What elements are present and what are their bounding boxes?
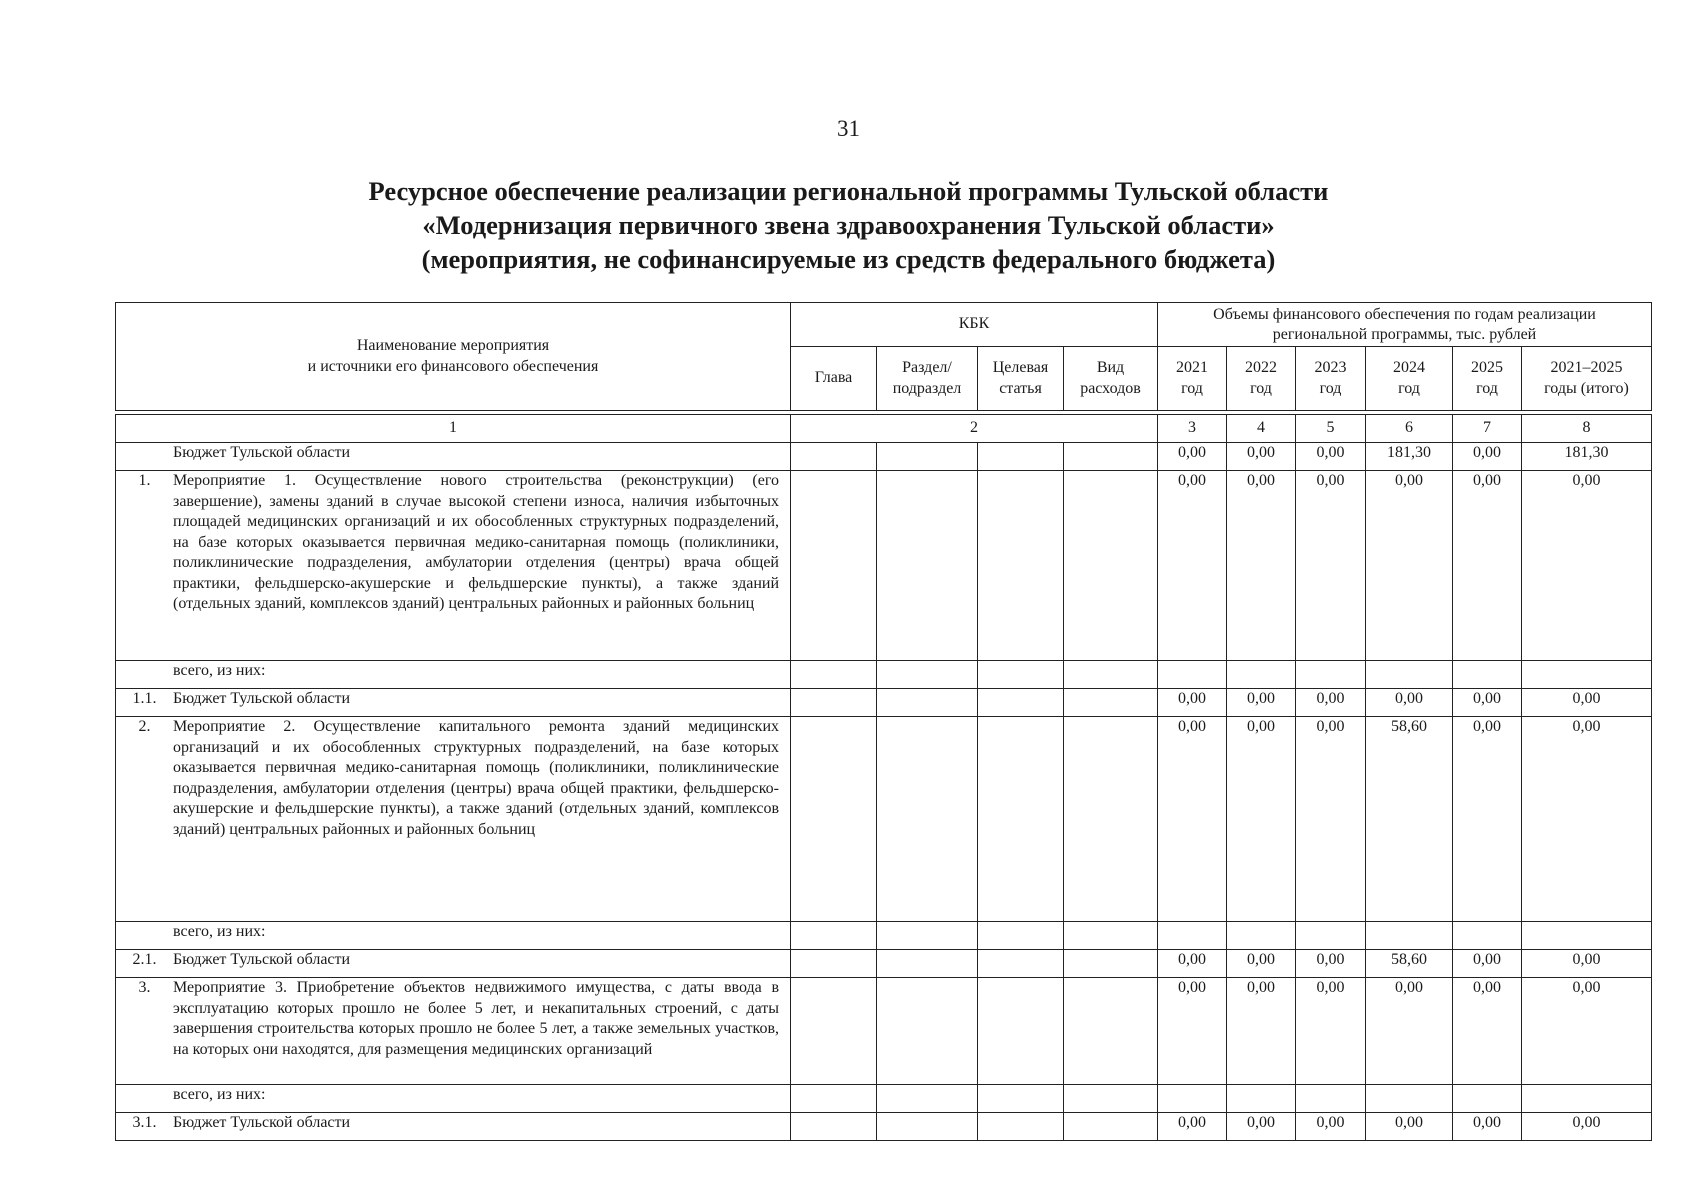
kbk-vid-cell: [1064, 689, 1158, 717]
kbk-vid-cell: [1064, 950, 1158, 978]
kbk-razdel-cell: [877, 443, 978, 471]
value-v2024-cell: 58,60: [1366, 950, 1453, 978]
row-number: 3.1.: [132, 1114, 157, 1131]
row-name: Бюджет Тульской области: [173, 444, 351, 461]
colnum-1: 1: [116, 415, 791, 443]
colnum-7: 7: [1453, 415, 1522, 443]
title-line-1: Ресурсное обеспечение реализации региональной программы Тульской области: [368, 176, 1329, 206]
header-2022: [1227, 347, 1296, 411]
table-row: [116, 1113, 1652, 1141]
header-razdel: [877, 347, 978, 411]
value-v2024-cell: 0,00: [1366, 471, 1453, 661]
row-number: 1.: [138, 472, 151, 489]
name-cell: [116, 717, 791, 922]
value-total-cell: 0,00: [1522, 471, 1652, 661]
value-v2025-cell: 0,00: [1453, 950, 1522, 978]
colnum-3: 3: [1158, 415, 1227, 443]
kbk-vid-cell: [1064, 922, 1158, 950]
kbk-razdel-cell: [877, 978, 978, 1085]
table-row: [116, 689, 1652, 717]
table-body: [115, 414, 1652, 1141]
name-cell: [116, 950, 791, 978]
value-v2022-cell: 0,00: [1227, 717, 1296, 922]
kbk-vid-cell: [1064, 443, 1158, 471]
header-celevaya-l1: Целевая: [992, 359, 1049, 376]
value-v2022-cell: [1227, 661, 1296, 689]
header-2021-l2: год: [1181, 379, 1203, 397]
kbk-glava-cell: [791, 689, 877, 717]
value-v2025-cell: 0,00: [1453, 471, 1522, 661]
value-v2023-cell: 0,00: [1296, 717, 1366, 922]
header-2021: [1158, 347, 1227, 411]
row-number: [116, 922, 173, 943]
table-row: [116, 443, 1652, 471]
name-cell: [116, 661, 791, 689]
kbk-vid-cell: [1064, 471, 1158, 661]
value-total-cell: 0,00: [1522, 689, 1652, 717]
value-v2025-cell: [1453, 1085, 1522, 1113]
colnum-8: 8: [1522, 415, 1652, 443]
value-total-cell: 181,30: [1522, 443, 1652, 471]
value-v2024-cell: 0,00: [1366, 1113, 1453, 1141]
name-cell: [116, 1113, 791, 1141]
colnum-6: 6: [1366, 415, 1453, 443]
kbk-razdel-cell: [877, 661, 978, 689]
value-total-cell: [1522, 661, 1652, 689]
value-v2023-cell: 0,00: [1296, 689, 1366, 717]
table-header: [115, 302, 1652, 411]
header-2022-l2: год: [1250, 379, 1272, 397]
kbk-glava-cell: [791, 1085, 877, 1113]
kbk-vid-cell: [1064, 717, 1158, 922]
kbk-celevaya-cell: [978, 978, 1064, 1085]
header-2024-l1: 2024: [1393, 359, 1425, 376]
row-name: Мероприятие 2. Осуществление капитального ремонта зданий медицинских организаций и их обособленных структурных подразделений, на базе которых оказывается первичная медико-санитарная помощь (поликлиники, поликлинические подразделения, амбулатории отделения (центры) врача общей практики, фельдшерско-акушерские и фельдшерские пункты), а также зданий (отдельных зданий, комплексов зданий) центральных районных и районных больниц: [173, 718, 779, 838]
kbk-razdel-cell: [877, 1113, 978, 1141]
kbk-celevaya-cell: [978, 950, 1064, 978]
colnum-5: 5: [1296, 415, 1366, 443]
kbk-razdel-cell: [877, 1085, 978, 1113]
row-number: [116, 661, 173, 682]
value-v2022-cell: [1227, 922, 1296, 950]
kbk-glava-cell: [791, 471, 877, 661]
kbk-celevaya-cell: [978, 717, 1064, 922]
name-cell: [116, 443, 791, 471]
value-v2024-cell: [1366, 661, 1453, 689]
value-v2022-cell: 0,00: [1227, 1113, 1296, 1141]
value-v2021-cell: 0,00: [1158, 950, 1227, 978]
value-v2023-cell: [1296, 661, 1366, 689]
value-v2025-cell: 0,00: [1453, 443, 1522, 471]
kbk-razdel-cell: [877, 689, 978, 717]
value-v2022-cell: 0,00: [1227, 471, 1296, 661]
header-name-line-1: Наименование мероприятия: [356, 337, 550, 354]
kbk-celevaya-cell: [978, 471, 1064, 661]
kbk-razdel-cell: [877, 922, 978, 950]
row-name: Бюджет Тульской области: [173, 690, 351, 707]
header-2023-l1: 2023: [1314, 359, 1347, 376]
header-name-line-2: и источники его финансового обеспечения: [307, 357, 599, 375]
colnum-2: 2: [791, 415, 1158, 443]
header-total-l1: 2021–2025: [1550, 359, 1623, 376]
kbk-vid-cell: [1064, 661, 1158, 689]
value-v2025-cell: 0,00: [1453, 978, 1522, 1085]
header-vid-l1: Вид: [1096, 359, 1125, 376]
row-number: 2.: [138, 718, 151, 735]
value-v2022-cell: [1227, 1085, 1296, 1113]
value-v2025-cell: [1453, 661, 1522, 689]
value-total-cell: [1522, 1085, 1652, 1113]
header-name: [116, 303, 791, 411]
row-number: [116, 443, 173, 464]
kbk-glava-cell: [791, 443, 877, 471]
value-v2024-cell: [1366, 922, 1453, 950]
name-cell: [116, 1085, 791, 1113]
row-name: Мероприятие 3. Приобретение объектов недвижимого имущества, с даты ввода в эксплуатацию которых прошло не более 5 лет, и некапитальных строений, с даты завершения строительства которых прошло не более 5 лет, а также земельных участков, на которых они находятся, для размещения медицинских организаций: [173, 979, 779, 1058]
header-volumes: Объемы финансового обеспечения по годам реализации региональной программы, тыс. рублей: [1158, 303, 1652, 347]
row-name: Бюджет Тульской области: [173, 1114, 351, 1131]
header-glava: Глава: [791, 347, 877, 411]
value-v2025-cell: 0,00: [1453, 717, 1522, 922]
page-number: 31: [837, 116, 860, 141]
value-v2023-cell: [1296, 922, 1366, 950]
header-celevaya: [978, 347, 1064, 411]
kbk-celevaya-cell: [978, 689, 1064, 717]
name-cell: [116, 922, 791, 950]
kbk-vid-cell: [1064, 1113, 1158, 1141]
title-line-2: «Модернизация первичного звена здравоохранения Тульской области»: [422, 210, 1275, 240]
value-v2023-cell: 0,00: [1296, 471, 1366, 661]
table-row: [116, 661, 1652, 689]
value-v2021-cell: 0,00: [1158, 689, 1227, 717]
header-razdel-l2: подраздел: [892, 379, 962, 397]
header-2023: [1296, 347, 1366, 411]
colnum-4: 4: [1227, 415, 1296, 443]
value-v2024-cell: 0,00: [1366, 689, 1453, 717]
row-number: 2.1.: [132, 951, 157, 968]
table-row: [116, 950, 1652, 978]
kbk-celevaya-cell: [978, 661, 1064, 689]
value-v2021-cell: [1158, 1085, 1227, 1113]
column-numbers-row: [116, 415, 1652, 443]
value-total-cell: [1522, 922, 1652, 950]
row-name: всего, из них:: [173, 662, 266, 679]
kbk-vid-cell: [1064, 1085, 1158, 1113]
value-v2024-cell: 181,30: [1366, 443, 1453, 471]
value-v2025-cell: [1453, 922, 1522, 950]
header-total: [1522, 347, 1652, 411]
name-cell: [116, 689, 791, 717]
header-2023-l2: год: [1319, 379, 1342, 397]
value-total-cell: 0,00: [1522, 1113, 1652, 1141]
header-2024: [1366, 347, 1453, 411]
value-v2024-cell: 0,00: [1366, 978, 1453, 1085]
value-v2024-cell: [1366, 1085, 1453, 1113]
table-row: [116, 471, 1652, 661]
value-v2025-cell: 0,00: [1453, 1113, 1522, 1141]
kbk-glava-cell: [791, 978, 877, 1085]
header-vid: [1064, 347, 1158, 411]
header-2022-l1: 2022: [1245, 359, 1277, 376]
kbk-glava-cell: [791, 661, 877, 689]
table-row: [116, 978, 1652, 1085]
header-2025-l2: год: [1476, 379, 1498, 397]
kbk-glava-cell: [791, 1113, 877, 1141]
name-cell: [116, 471, 791, 661]
row-name: Мероприятие 1. Осуществление нового строительства (реконструкции) (его завершение), замены зданий в случае высокой степени износа, наличия избыточных площадей медицинских организаций и их обособленных структурных подразделений, на базе которых оказывается первичная медико-санитарная помощь (поликлиники, поликлинические подразделения, амбулатории отделения (центры) врача общей практики, фельдшерско-акушерские и фельдшерские пункты), а также зданий (отдельных зданий, комплексов зданий) центральных районных и районных больниц: [173, 472, 779, 612]
value-v2023-cell: 0,00: [1296, 978, 1366, 1085]
kbk-vid-cell: [1064, 978, 1158, 1085]
kbk-celevaya-cell: [978, 443, 1064, 471]
kbk-glava-cell: [791, 950, 877, 978]
header-kbk: КБК: [791, 303, 1158, 347]
value-v2025-cell: 0,00: [1453, 689, 1522, 717]
row-name: всего, из них:: [173, 1086, 266, 1103]
value-v2022-cell: 0,00: [1227, 689, 1296, 717]
value-v2021-cell: [1158, 922, 1227, 950]
value-v2023-cell: 0,00: [1296, 443, 1366, 471]
header-total-l2: годы (итого): [1544, 379, 1629, 397]
kbk-celevaya-cell: [978, 922, 1064, 950]
table-row: [116, 717, 1652, 922]
row-number: 3.: [138, 979, 151, 996]
document-title: [0, 174, 1697, 276]
value-v2021-cell: 0,00: [1158, 1113, 1227, 1141]
header-2025-l1: 2025: [1471, 359, 1503, 376]
value-v2021-cell: 0,00: [1158, 717, 1227, 922]
header-2024-l2: год: [1398, 379, 1420, 397]
header-celevaya-l2: статья: [999, 379, 1042, 397]
value-total-cell: 0,00: [1522, 950, 1652, 978]
value-v2023-cell: 0,00: [1296, 950, 1366, 978]
value-v2021-cell: 0,00: [1158, 471, 1227, 661]
name-cell: [116, 978, 791, 1085]
row-name: всего, из них:: [173, 923, 266, 940]
value-v2021-cell: [1158, 661, 1227, 689]
kbk-razdel-cell: [877, 471, 978, 661]
kbk-glava-cell: [791, 717, 877, 922]
value-v2022-cell: 0,00: [1227, 443, 1296, 471]
kbk-glava-cell: [791, 922, 877, 950]
value-v2024-cell: 58,60: [1366, 717, 1453, 922]
kbk-razdel-cell: [877, 950, 978, 978]
value-v2022-cell: 0,00: [1227, 978, 1296, 1085]
kbk-celevaya-cell: [978, 1113, 1064, 1141]
header-razdel-l1: Раздел/: [902, 359, 952, 376]
row-name: Бюджет Тульской области: [173, 951, 351, 968]
table-row: [116, 922, 1652, 950]
kbk-razdel-cell: [877, 717, 978, 922]
title-line-3: (мероприятия, не софинансируемые из средств федерального бюджета): [421, 244, 1276, 274]
header-2021-l1: 2021: [1176, 359, 1208, 376]
value-v2023-cell: 0,00: [1296, 1113, 1366, 1141]
value-total-cell: 0,00: [1522, 978, 1652, 1085]
value-v2023-cell: [1296, 1085, 1366, 1113]
kbk-celevaya-cell: [978, 1085, 1064, 1113]
value-v2021-cell: 0,00: [1158, 978, 1227, 1085]
header-2025: [1453, 347, 1522, 411]
header-vid-l2: расходов: [1080, 379, 1141, 397]
row-number: [116, 1085, 173, 1106]
row-number: 1.1.: [132, 690, 157, 707]
value-v2021-cell: 0,00: [1158, 443, 1227, 471]
value-v2022-cell: 0,00: [1227, 950, 1296, 978]
table-row: [116, 1085, 1652, 1113]
value-total-cell: 0,00: [1522, 717, 1652, 922]
